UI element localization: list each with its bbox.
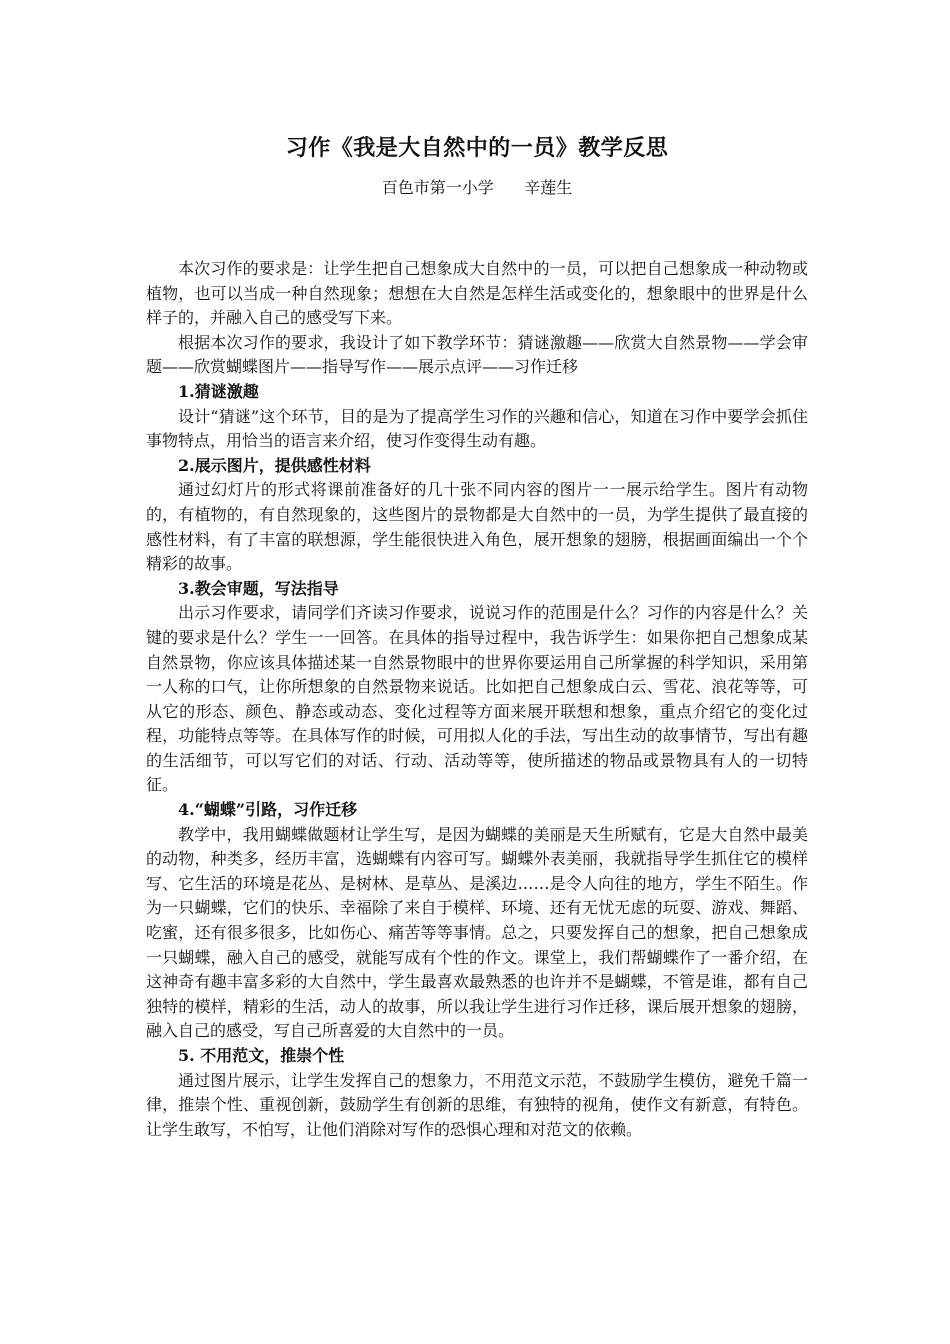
section-heading-1: 1.猜谜激趣 [178,381,259,401]
paragraph-section-1: 设计“猜谜”这个环节，目的是为了提高学生习作的兴趣和信心，知道在习作中要学会抓住事物特点，用恰当的语言来介绍，使习作变得生动有趣。 [146,406,808,451]
paragraph-teaching-steps: 根据本次习作的要求，我设计了如下教学环节：猜谜激趣——欣赏大自然景物——学会审题——欣赏蝴蝶图片——指导写作——展示点评——习作迁移 [146,332,808,377]
section-heading-5: 5. 不用范文，推崇个性 [178,1046,345,1065]
paragraph-section-2: 通过幻灯片的形式将课前准备好的几十张不同内容的图片一一展示给学生。图片有动物的，有植物的，有自然现象的，这些图片的景物都是大自然中的一员，为学生提供了最直接的感性材料，有了丰富的联想源，学生能很快进入角色，展开想象的翅膀，根据画面编出一个个精彩的故事。 [146,480,808,574]
document-title: 习作《我是大自然中的一员》教学反思 [285,136,669,161]
section-heading-3: 3.教会审题，写法指导 [178,578,339,598]
paragraph-section-4: 教学中，我用蝴蝶做题材让学生写，是因为蝴蝶的美丽是天生所赋有，它是大自然中最美的动物，种类多，经历丰富，选蝴蝶有内容可写。蝴蝶外表美丽，我就指导学生抓住它的模样写、它生活的环境是花丛、是树林、是草丛、是溪边……是令人向往的地方，学生不陌生。作为一只蝴蝶，它们的快乐、幸福除了来自于模样、环境、还有无忧无虑的玩耍、游戏、舞蹈、吃蜜，还有很多很多，比如伤心、痛苦等等事情。总之，只要发挥自己的想象，把自己想象成一只蝴蝶，融入自己的感受，就能写成有个性的作文。课堂上，我们帮蝴蝶作了一番介绍，在这神奇有趣丰富多彩的大自然中，学生最喜欢最熟悉的也许并不是蝴蝶，不管是谁，都有自己独特的模样，精彩的生活，动人的故事，所以我让学生进行习作迁移，课后展开想象的翅膀，融入自己的感受，写自己所喜爱的大自然中的一员。 [146,824,808,1041]
paragraph-intro: 本次习作的要求是：让学生把自己想象成大自然中的一员，可以把自己想象成一种动物或植物，也可以当成一种自然现象；想想在大自然是怎样生活或变化的，想象眼中的世界是什么样子的，并融入自己的感受写下来。 [146,259,808,328]
document-page [146,132,808,1142]
section-heading-4: 4.“蝴蝶”引路，习作迁移 [178,800,358,820]
document-body [146,257,808,1142]
author-byline: 百色市第一小学 辛莲生 [381,178,573,197]
paragraph-section-3: 出示习作要求，请同学们齐读习作要求，说说习作的范围是什么？习作的内容是什么？关键的要求是什么？学生一一回答。在具体的指导过程中，我告诉学生：如果你把自己想象成某自然景物，你应该具体描述某一自然景物眼中的世界你要运用自己所掌握的科学知识，采用第一人称的口气，让你所想象的自然景物来说话。比如把自己想象成白云、雪花、浪花等等，可从它的形态、颜色、静态或动态、变化过程等方面来展开联想和想象，重点介绍它的变化过程，功能特点等等。在具体写作的时候，可用拟人化的手法，写出生动的故事情节，写出有趣的生活细节，可以写它们的对话、行动、活动等等，使所描述的物品或景物具有人的一切特征。 [146,603,808,795]
section-heading-2: 2.展示图片，提供感性材料 [178,455,371,475]
paragraph-section-5: 通过图片展示，让学生发挥自己的想象力，不用范文示范，不鼓励学生模仿，避免千篇一律，推崇个性、重视创新，鼓励学生有创新的思维，有独特的视角，使作文有新意，有特色。让学生敢写，不怕写，让他们消除对写作的恐惧心理和对范文的依赖。 [146,1070,808,1139]
